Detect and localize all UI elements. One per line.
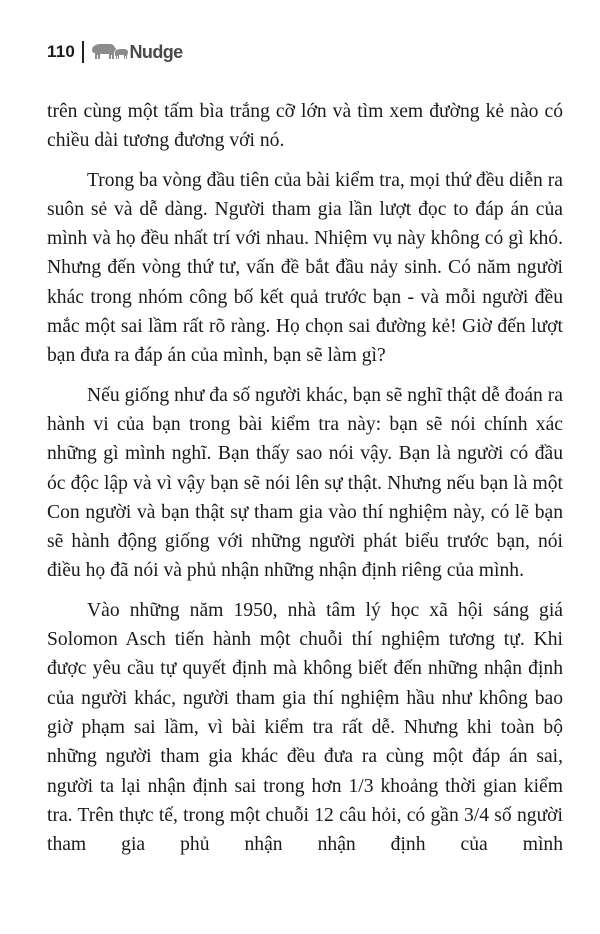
book-title: Nudge [129, 41, 183, 62]
page-number: 110 [47, 42, 76, 61]
paragraph: Nếu giống như đa số người khác, bạn sẽ nghĩ thật dễ đoán ra hành vi của bạn trong bài kiểm tra này: bạn sẽ nói chính xác những gì mình nghĩ. Bạn thấy sao nói vậy. Bạn là người có đầu óc độc lập và vì vậy bạn sẽ nói lên sự thật. Nhưng nếu bạn là một Con người và bạn thật sự tham gia vào thí nghiệm này, có lẽ bạn sẽ hành động giống với những người phát biểu trước bạn, nói điều họ đã nói và phủ nhận những nhận định riêng của mình. [47, 384, 563, 582]
elephant-icon [91, 43, 129, 61]
paragraph: Vào những năm 1950, nhà tâm lý học xã hội sáng giá Solomon Asch tiến hành một chuỗi thí nghiệm tương tự. Khi được yêu cầu tự quyết định mà không biết đến những nhận định của người khác, người tham gia thí nghiệm hầu như không bao giờ phạm sai lầm, vì bài kiểm tra rất dễ. Nhưng khi toàn bộ những người tham gia khác đều đưa ra cùng một đáp án sai, người ta lại nhận định sai trong hơn 1/3 khoảng thời gian kiểm tra. Trên thực tế, trong một chuỗi 12 câu hỏi, có gần 3/4 số người tham gia phủ nhận nhận định của mình [47, 599, 563, 856]
paragraph: Trong ba vòng đầu tiên của bài kiểm tra, mọi thứ đều diễn ra suôn sẻ và dễ dàng. Người tham gia lần lượt đọc to đáp án của mình và họ đều nhất trí với nhau. Nhiệm vụ này không có gì khó. Nhưng đến vòng thứ tư, vấn đề bắt đầu nảy sinh. Có năm người khác trong nhóm công bố kết quả trước bạn - và mỗi người đều mắc một sai lầm rất rõ ràng. Họ chọn sai đường kẻ! Giờ đến lượt bạn đưa ra đáp án của mình, bạn sẽ làm gì? [47, 169, 563, 367]
body-text [47, 97, 563, 869]
header-divider [82, 41, 84, 63]
paragraph-continuation: trên cùng một tấm bìa trắng cỡ lớn và tìm xem đường kẻ nào có chiều dài tương đương với nó. [47, 101, 563, 152]
running-header [47, 40, 183, 64]
